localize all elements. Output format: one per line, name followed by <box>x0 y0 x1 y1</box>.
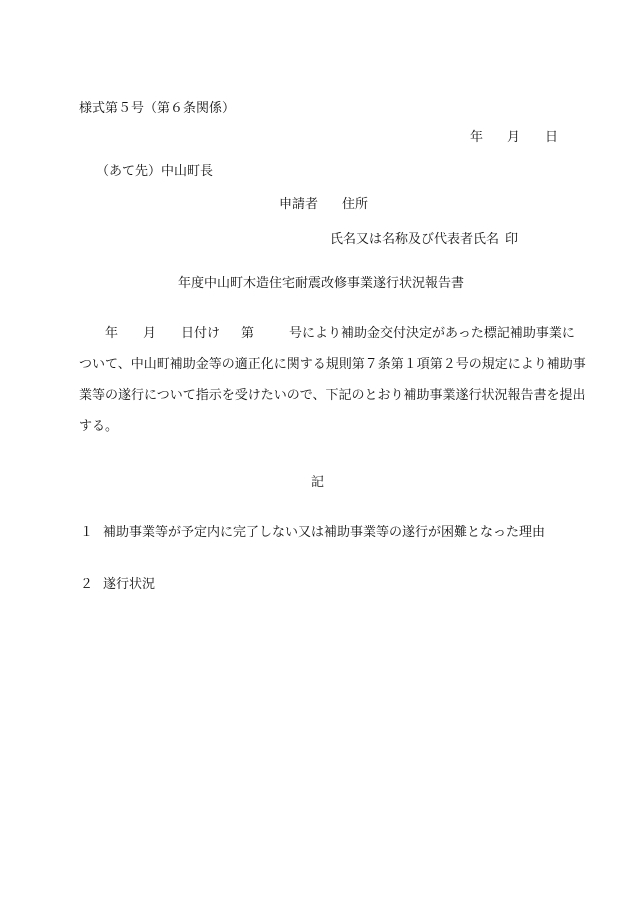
body-line-3: 業等の遂行について指示を受けたいので、下記のとおり補助事業遂行状況報告書を提出 <box>79 388 586 403</box>
date-day-label: 日 <box>545 130 559 145</box>
ki-heading: 記 <box>311 475 325 490</box>
body-year-label: 年 <box>105 326 119 341</box>
item-1-number: １ <box>80 525 94 540</box>
date-year-label: 年 <box>470 130 484 145</box>
body-date-label: 日付け <box>181 326 221 341</box>
body-line-1-text: 号により補助金交付決定があった標記補助事業に <box>289 326 575 341</box>
body-number-label: 第 <box>241 326 255 341</box>
form-number: 様式第５号（第６条関係） <box>79 101 236 116</box>
date-month-label: 月 <box>507 130 521 145</box>
body-line-2: ついて、中山町補助金等の適正化に関する規則第７条第１項第２号の規定により補助事 <box>79 357 586 372</box>
addressee: （あて先）中山町長 <box>96 164 214 179</box>
item-2-number: ２ <box>80 577 94 592</box>
applicant-label: 申請者 <box>279 197 319 212</box>
body-line-4: する。 <box>79 419 119 434</box>
document-title: 年度中山町木造住宅耐震改修事業遂行状況報告書 <box>178 276 465 291</box>
name-label: 氏名又は名称及び代表者氏名 <box>330 232 500 247</box>
item-1-text: 補助事業等が予定内に完了しない又は補助事業等の遂行が困難となった理由 <box>103 525 546 540</box>
body-month-label: 月 <box>143 326 157 341</box>
item-2-text: 遂行状況 <box>103 577 156 592</box>
seal-label: 印 <box>505 232 519 247</box>
address-label: 住所 <box>342 197 369 212</box>
